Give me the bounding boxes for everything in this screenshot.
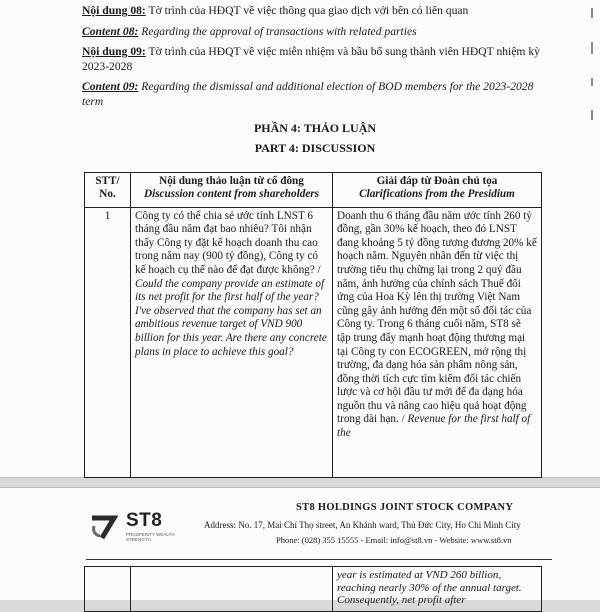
agenda-09-vn-label: Nội dung 09: bbox=[82, 45, 146, 58]
agenda-08-en bbox=[82, 25, 548, 40]
company-contact: Phone: (028) 355 15555 - Email: info@st8.vn - Website: www.st8.vn bbox=[276, 535, 512, 545]
agenda-08-en-text: Regarding the approval of transactions with related parties bbox=[138, 24, 417, 38]
header-stt: STT/ No. bbox=[85, 173, 131, 208]
company-name: ST8 HOLDINGS JOINT STOCK COMPANY bbox=[296, 502, 514, 513]
answer-continued: year is estimated at VND 260 billion, reaching nearly 30% of the annual target. Consequently, net profit after bbox=[333, 567, 542, 612]
discussion-table bbox=[84, 172, 542, 478]
agenda-section bbox=[82, 0, 548, 155]
question-vn: Công ty có thể chia sẻ ước tính LNST 6 tháng đầu năm đạt bao nhiêu? Tôi nhận thấy Công ty đặt kế hoạch doanh thu cao trong năm nay (900 tỷ đồng), Công ty có kế hoạch cụ thể nào để đạt được không? / bbox=[135, 209, 321, 276]
table-header-row bbox=[85, 173, 542, 208]
answer-vn: Doanh thu 6 tháng đầu năm ước tính 260 tỷ đồng, gần 30% kế hoạch, theo đó LNST đang khoảng 5 tỷ đồng tương đương 20% kế hoạch năm. Nguyên nhân đến từ việc thị trường tiêu thụ chững lại trong 2 quý đầu năm, ảnh hưởng của chính sách Thuế đối ứng của Hoa Kỳ lên thị trường Việt Nam cũng gây ảnh hưởng đến một số đối tác của Công ty. Trong 6 tháng cuối năm, ST8 sẽ tập trung đẩy mạnh hoạt động thương mại tại Công ty con ECOGREEN, mở rộng thị trường, đa dạng hóa sản phẩm nông sản, đồng thời tích cực tìm kiếm đối tác chiến lược và cơ hội đầu tư mới để đa dạng hóa nguồn thu và nâng cao hiệu quả hoạt động trong dài hạn. / bbox=[337, 209, 537, 426]
header-clarification-vn: Giải đáp từ Đoàn chủ tọa bbox=[376, 175, 498, 187]
answer-cell bbox=[333, 207, 542, 477]
page-edge-marks bbox=[588, 8, 596, 144]
agenda-09-en-text: Regarding the dismissal and additional election of BOD members for the 2023-2028 term bbox=[82, 80, 534, 108]
document-page-2 bbox=[0, 487, 600, 607]
part4-title-en: PART 4: DISCUSSION bbox=[254, 140, 376, 155]
agenda-08-en-label: Content 08: bbox=[82, 24, 139, 38]
discussion-table-continued bbox=[84, 566, 542, 612]
agenda-09-vn-text: Tờ trình của HĐQT về việc miễn nhiệm và bầu bổ sung thành viên HĐQT nhiệm kỳ 2023-2028 bbox=[82, 45, 540, 73]
agenda-09-en bbox=[82, 80, 548, 109]
agenda-08-vn bbox=[82, 4, 548, 19]
header-clarification bbox=[333, 173, 542, 208]
table-row bbox=[85, 207, 542, 477]
agenda-09-en-label: Content 09: bbox=[82, 80, 139, 93]
row-number: 1 bbox=[85, 207, 131, 477]
header-discussion-vn: Nội dung thảo luận từ cổ đông bbox=[159, 175, 304, 187]
agenda-09-vn bbox=[82, 45, 548, 74]
row-number-empty bbox=[85, 567, 131, 612]
header-clarification-en: Clarifications from the Presidium bbox=[359, 187, 515, 200]
header-discussion-en: Discussion content from shareholders bbox=[144, 187, 319, 200]
company-address: Address: No. 17, Mai Chí Thọ street, An Khánh ward, Thủ Đức City, Ho Chi Minh City bbox=[204, 520, 521, 530]
question-cell-empty bbox=[131, 567, 333, 612]
agenda-08-vn-text: Tờ trình của HĐQT về việc thông qua giao dịch với bên có liên quan bbox=[145, 4, 469, 17]
st8-logo-icon bbox=[88, 510, 120, 542]
company-logo bbox=[88, 508, 180, 544]
answer-en: Revenue for the first half of the bbox=[337, 413, 531, 440]
table-row bbox=[85, 567, 542, 612]
header-discussion bbox=[131, 173, 333, 208]
agenda-08-vn-label: Nội dung 08: bbox=[82, 4, 146, 17]
logo-tagline: PROSPERITY WEALTH STRENGTH bbox=[126, 532, 175, 542]
question-cell bbox=[131, 207, 333, 477]
question-en: Could the company provide an estimate of its net profit for the first half of the year? I've observed that the company has set an ambitious revenue target of VND 900 billion for this year. Are there any concrete plans in place to achieve this goal? bbox=[135, 277, 327, 358]
logo-text: ST8 bbox=[126, 510, 163, 531]
header-divider bbox=[86, 559, 552, 560]
part4-title-vn: PHẦN 4: THẢO LUẬN bbox=[253, 121, 377, 135]
